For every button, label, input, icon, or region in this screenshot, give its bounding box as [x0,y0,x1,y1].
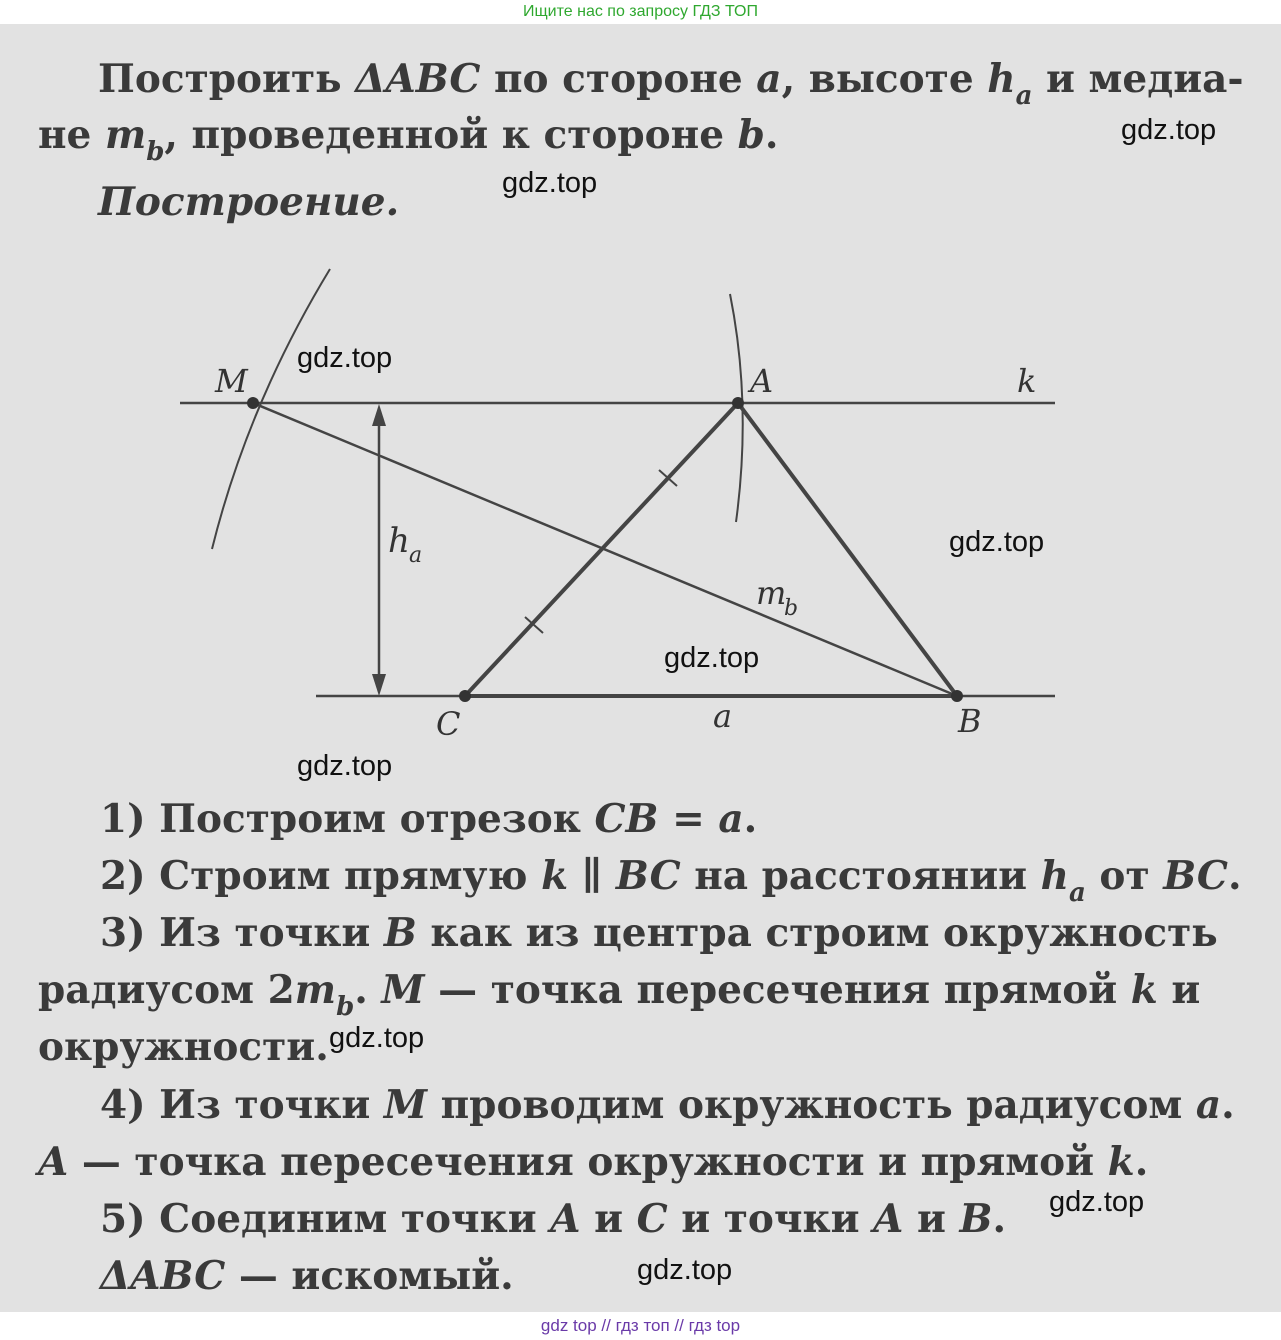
label-k: k [1017,362,1037,400]
step-3-line-1: 3) Из точки B как из центра строим окружность [100,910,1218,956]
watermark: gdz.top [329,1022,425,1054]
task-line-1: Построить ΔABC по стороне a, высоте $h_a$ и медиа- [98,56,1244,111]
watermark: gdz.top [1121,114,1217,146]
point-m [247,397,259,409]
step-3-line-2: радиусом $2m_b$. M — точка пересечения прямой k и [38,967,1201,1022]
label-b: B [958,702,982,740]
watermark: gdz.top [949,526,1045,558]
textbook-page [0,24,1281,1312]
step-5: 5) Соединим точки A и C и точки A и B. [100,1196,1007,1242]
arrowhead-bottom [372,674,386,696]
label-c: C [436,705,461,743]
arrowhead-top [372,404,386,426]
median-mb [253,403,957,696]
arc-radius-2mb [212,269,330,549]
watermark: gdz.top [297,750,393,782]
step-4-line-1: 4) Из точки M проводим окружность радиусом a. [100,1082,1235,1128]
top-banner[interactable]: Ищите нас по запросу ГДЗ ТОП [523,3,758,20]
point-a [732,397,744,409]
label-h-sub: a [409,543,423,568]
point-c [459,690,471,702]
label-m-median-sub: b [784,596,799,621]
label-h: h [388,521,410,561]
side-ab [738,403,957,696]
step-3-line-3: окружности. [38,1024,329,1070]
watermark: gdz.top [1049,1186,1145,1218]
point-b [951,690,963,702]
label-m: M [215,362,248,400]
label-side-a: a [713,697,733,735]
step-1: 1) Построим отрезок CB = a. [100,796,758,842]
construction-figure [0,24,1281,824]
construction-heading: Построение. [98,179,400,225]
watermark: gdz.top [502,167,598,199]
watermark: gdz.top [637,1254,733,1286]
step-6-conclusion: ΔABC — искомый. [100,1253,514,1299]
task-line-2: не $m_b$, проведенной к стороне b. [38,112,779,167]
watermark: gdz.top [664,642,760,674]
label-m-median: m [756,574,787,612]
step-4-line-2: A — точка пересечения окружности и прямой k. [38,1139,1149,1185]
watermark: gdz.top [297,342,393,374]
step-2: 2) Строим прямую k ∥ BC на расстоянии $h_a$ от BC. [100,853,1242,908]
bottom-banner[interactable]: gdz top // гдз топ // гдз top [540,1316,741,1335]
label-a: A [750,362,774,400]
